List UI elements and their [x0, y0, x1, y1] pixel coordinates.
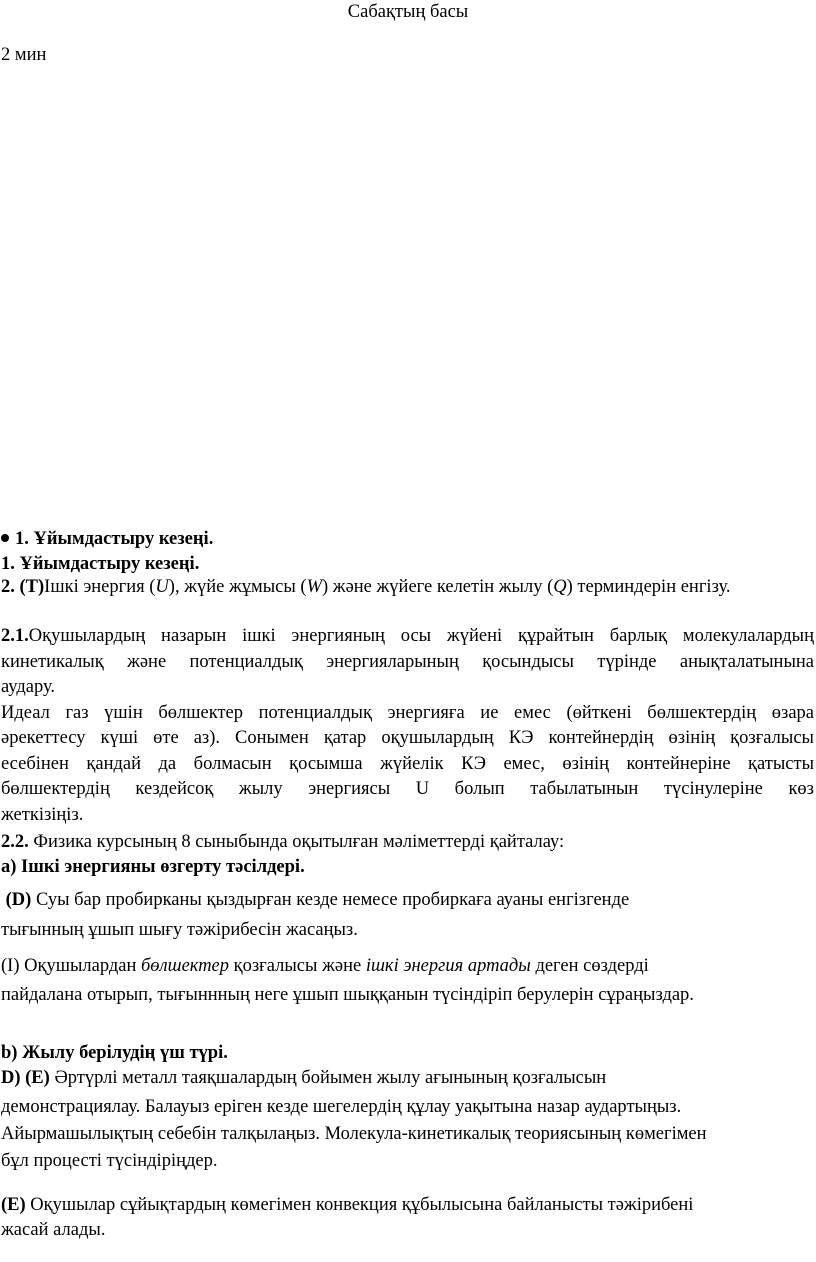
section-b-line4: бұл процесті түсіндіріңдер.	[1, 1151, 218, 1171]
section22-line	[1, 832, 564, 853]
section-e-line1-text: Оқушылар сұйықтардың көмегімен конвекция құбылысына байланысты тәжірибені	[25, 1195, 694, 1215]
section1-heading: 1. Ұйымдастыру кезеңі.	[1, 554, 200, 574]
section21-line3: аудару.	[1, 677, 56, 697]
section2-text-b: ), жүйе жұмысы (	[168, 577, 307, 597]
section21-p2-line3: есебінен қандай да болмасын қосымша жүйелік КЭ емес, өзінің контейнеріне қатысты	[1, 753, 814, 774]
d-experiment-line1	[1, 890, 629, 911]
section-e-marker: (E)	[1, 1195, 26, 1215]
section21-line2: кинетикалық және потенциалдық энергияларының қосындысы түрінде анықталатынына	[1, 651, 814, 672]
d-marker: (D)	[5, 890, 32, 910]
i-italic-energy: ішкі энергия артады	[365, 956, 531, 976]
d-line1-text: Суы бар пробирканы қыздырған кезде немесе пробиркаға ауаны енгізгенде	[31, 890, 630, 910]
section-b-line1-text: Әртүрлі металл таяқшалардың бойымен жылу ағынының қозғалысын	[49, 1068, 607, 1088]
section21-line1	[1, 624, 814, 650]
section-b-line3: Айырмашылықтың себебін талқылаңыз. Молекула-кинетикалық теориясының көмегімен	[1, 1124, 707, 1144]
section2-marker: 2. (Т)	[1, 577, 45, 597]
var-q: Q	[553, 577, 567, 597]
var-w: W	[306, 577, 322, 597]
section-b-marker: D) (E)	[1, 1068, 50, 1088]
section2-text-d: ) терминдерін енгізу.	[566, 577, 731, 597]
lesson-start-title: Сабақтың басы	[347, 2, 469, 22]
i-task-line1	[1, 956, 649, 977]
section-b-line2: демонстрациялау. Балауыз еріген кезде шегелердің құлау уақытына назар аудартыңыз.	[1, 1097, 682, 1117]
section-b-line1	[1, 1068, 606, 1089]
section22-marker: 2.2.	[1, 832, 29, 852]
i-mid-text: қозғалысы және	[229, 956, 366, 976]
section22-text: Физика курсының 8 сыныбында оқытылған мәліметтерді қайталау:	[28, 832, 565, 852]
i-marker: (І) Оқушылардан	[1, 956, 141, 976]
section22-subheading-a: а) Ішкі энергияны өзгерту тәсілдері.	[1, 857, 305, 877]
i-task-line2: пайдалана отырып, тығыннның неге ұшып шыққанын түсіндіріп берулерін сұраңыздар.	[1, 985, 694, 1005]
d-experiment-line2: тығынның ұшып шығу тәжірибесін жасаңыз.	[1, 920, 358, 940]
section21-p2-line1: Идеал газ үшін бөлшектер потенциалдық энергияға ие емес (өйткені бөлшектердің өзара	[1, 702, 814, 723]
section21-p2-line2: әрекеттесу күші өте аз). Сонымен қатар оқушылардың КЭ контейнердің өзінің қозғалысы	[1, 728, 814, 748]
section-e-line1	[1, 1195, 693, 1216]
var-u: U	[155, 577, 169, 597]
duration-label: 2 мин	[1, 45, 47, 65]
section21-line1-text: Оқушылардың назарын ішкі энергияның осы жүйені құрайтын барлық молекулалардың	[28, 626, 814, 646]
section21-marker: 2.1.	[1, 626, 29, 646]
section21-paragraph	[1, 624, 814, 828]
section2-text-a: Ішкі энергия (	[44, 577, 156, 597]
i-italic-particles: бөлшектер	[140, 956, 230, 976]
bullet-heading	[1, 529, 213, 550]
section2-line	[1, 577, 731, 598]
section-e-line2: жасай алады.	[1, 1220, 106, 1240]
i-end-text: деген сөздерді	[530, 956, 649, 976]
section-b-heading: b) Жылу берілудің үш түрі.	[1, 1043, 228, 1063]
section2-text-c: ) және жүйеге келетін жылу (	[322, 577, 554, 597]
bullet-icon	[1, 534, 9, 542]
bullet-heading-text: 1. Ұйымдастыру кезеңі.	[15, 529, 214, 549]
section21-p2-line5: жеткізіңіз.	[1, 804, 84, 825]
section21-p2-line4: бөлшектердің кездейсоқ жылу энергиясы U болып табылатынын түсінулеріне көз	[1, 779, 814, 799]
